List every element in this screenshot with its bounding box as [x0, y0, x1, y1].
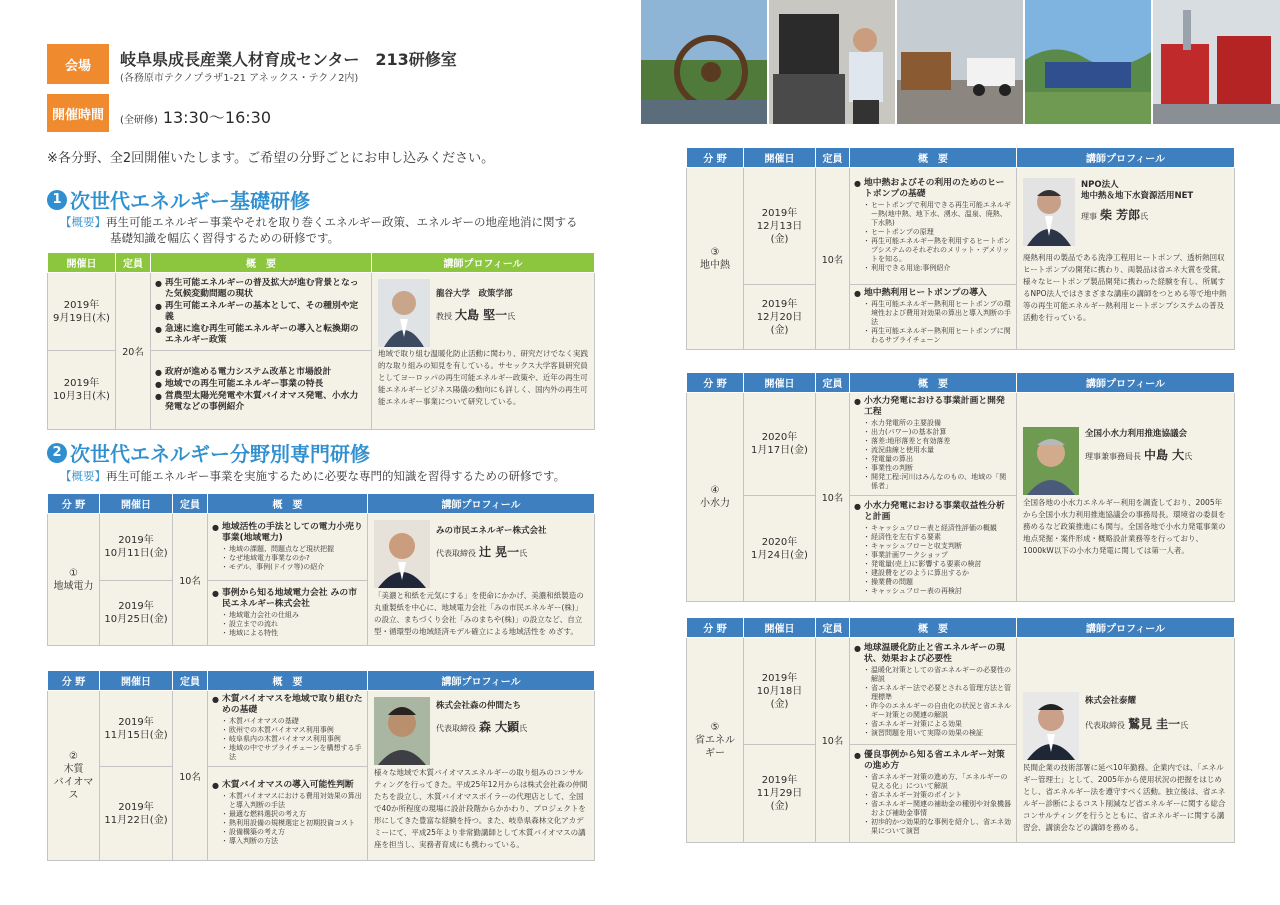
outline-subitem: ・ 流況曲線と使用水量: [864, 446, 1012, 455]
honorific: 氏: [1140, 212, 1149, 221]
session-date: 2019年 10月11日(金): [100, 514, 173, 581]
outline-item: ● 再生可能エネルギーの普及拡大が進む背景となった気候変動問題の現状: [155, 278, 367, 300]
session-date: 2019年 12月20日(金): [744, 285, 816, 350]
col-date: 開催日: [100, 671, 173, 691]
outline-block: [850, 285, 1017, 350]
outline-subitem: ・ 開発工程:河川はみんなのもの、地域の「関係者」: [864, 473, 1012, 491]
outline-subitem: ・ 再生可能エネルギー熱利用ヒートポンプに関わるサプライチェーン: [864, 327, 1012, 345]
outline-subitem: ・ 経済性を左右する要素: [864, 533, 1012, 542]
capacity: 20名: [116, 273, 151, 430]
photo-heat-pump: [1153, 0, 1280, 124]
outline-block: [850, 638, 1017, 745]
capacity: 10名: [816, 168, 850, 350]
outline-subitem: ・ 温暖化対策としての省エネルギーの必要性の解説: [864, 666, 1012, 684]
outline-item: ● 再生可能エネルギーの基本として、その種別や定義: [155, 301, 367, 323]
honorific: 氏: [507, 312, 516, 321]
outline-item: ● 優良事例から知る省エネルギー対策の進め方: [854, 750, 1012, 772]
instructor-profile: [372, 273, 595, 430]
outline-subitem: ・ キャッシュフロー表と経済性評価の概観: [864, 524, 1012, 533]
col-capacity: 定員: [173, 671, 208, 691]
session-date: 2019年 10月25日(金): [100, 581, 173, 646]
instructor-role: 代表取締役: [1085, 721, 1125, 730]
instructor-photo: [1023, 427, 1079, 495]
section2-heading: 次世代エネルギー分野別専門研修: [70, 442, 370, 466]
field-cell: ③ 地中熱: [687, 168, 744, 350]
col-summary: 概 要: [850, 373, 1017, 393]
session-date: 2019年 11月29日(金): [744, 745, 816, 843]
section1-number: 1: [47, 190, 67, 210]
outline-item: ● 営農型太陽光発電や木質バイオマス発電、小水力発電などの事例紹介: [155, 391, 367, 413]
instructor-bio: 「美濃と和紙を元気にする」を使命にかかげ、美濃和紙製造の丸重製紙を中心に、地域電力会社「みの市民エネルギー(株)」の設立、まちづくり会社「みのまちや(株)」の設立など、自立型・循環型の地域経済モデル確立による地域活性を めざす。: [374, 591, 584, 636]
outline-block: [850, 393, 1017, 496]
instructor-name: 柴 芳郎: [1100, 208, 1141, 222]
col-field: 分 野: [48, 671, 100, 691]
outline-subitem: ・ 利用できる用途:事例紹介: [864, 264, 1012, 273]
col-summary: 概 要: [208, 671, 368, 691]
col-field: 分 野: [687, 618, 744, 638]
section2-number: 2: [47, 443, 67, 463]
field-cell: ② 木質 バイオマス: [48, 691, 100, 861]
instructor-profile: [368, 691, 595, 861]
col-summary: 概 要: [850, 618, 1017, 638]
instructor-bio: 様々な地域で木質バイオマスエネルギーの取り組みのコンサルティングを行ってきた。平成25年12月からは株式会社森の仲間たちを設立し、木質バイオマスボイラーの代理店として、全国で40か所程度の現場に設計段階からかかわり、プロジェクトを形にしてきた豊富な経験を持つ。また、岐阜県森林文化アカデミーにて、平成25年より非常勤講師として木質バイオマスの講座を担当し、実務者育成にも携わっている。: [374, 768, 588, 849]
session-date: 2019年 11月22日(金): [100, 767, 173, 861]
outline-item: ● 地域活性の手法としての電力小売り事業(地域電力): [212, 522, 363, 544]
session-date: 2019年 12月13日(金): [744, 168, 816, 285]
session-date: 2019年 10月18日(金): [744, 638, 816, 745]
outline-subitem: ・ 操業費の問題: [864, 578, 1012, 587]
col-profile: 講師プロフィール: [1017, 618, 1235, 638]
overview-key: 【概要】: [60, 469, 106, 483]
outline-block: [208, 514, 368, 581]
outline-subitem: ・ 地域による特性: [222, 629, 363, 638]
geothermal-table: [686, 147, 1235, 350]
photo-firewood-truck: [897, 0, 1023, 124]
outline-subitem: ・ 熱利用設備の規模選定と初期投資コスト: [222, 819, 363, 828]
outline-subitem: ・ ヒートポンプで利用できる再生可能エネルギー熱(地中熱、地下水、湧水、温泉、廃熱、下水熱): [864, 201, 1012, 228]
outline-subitem: ・ 省エネルギー法で必要とされる管理方法と管理標準: [864, 684, 1012, 702]
instructor-name: 大島 堅一: [455, 308, 508, 322]
outline-subitem: ・ 出力(パワー)の基本計算: [864, 428, 1012, 437]
outline-item: ● 急速に進む再生可能エネルギーの導入と転換期のエネルギー政策: [155, 324, 367, 346]
outline-subitem: ・ 事業計画ワークショップ: [864, 551, 1012, 560]
instructor-role: 代表取締役: [436, 549, 476, 558]
col-profile: 講師プロフィール: [372, 253, 595, 273]
time-value: 13:30～16:30: [162, 108, 272, 127]
outline-block: [208, 691, 368, 767]
instructor-org: 株式会社森の仲間たち: [436, 701, 522, 711]
instructor-photo: [378, 279, 430, 347]
session-date: 2019年 9月19日(木): [48, 273, 116, 351]
section1-heading: 次世代エネルギー基礎研修: [70, 189, 310, 213]
instructor-name: 辻 晃一: [479, 545, 520, 559]
instructor-profile: [1017, 638, 1235, 843]
time-prefix: (全研修): [120, 115, 158, 126]
section1-title: [47, 185, 310, 214]
instructor-org: みの市民エネルギー株式会社: [436, 526, 547, 536]
outline-subitem: ・ モデル、事例(ドイツ等)の紹介: [222, 563, 363, 572]
overview-key: 【概要】: [60, 215, 106, 229]
outline-item: ● 地中熱利用ヒートポンプの導入: [854, 288, 1012, 299]
section1-overview: [60, 214, 580, 246]
venue-name: 岐阜県成長産業人材育成センター 213研修室: [120, 50, 457, 69]
outline-subitem: ・ 発電量の算出: [864, 455, 1012, 464]
overview-text: 再生可能エネルギー事業やそれを取り巻くエネルギー政策、エネルギーの地産地消に関する: [106, 215, 578, 229]
honorific: 氏: [1184, 452, 1193, 461]
outline-subitem: ・ 落差:地形落差と有効落差: [864, 437, 1012, 446]
col-profile: 講師プロフィール: [368, 671, 595, 691]
instructor-profile: [368, 514, 595, 646]
col-field: 分 野: [48, 494, 100, 514]
outline-item: ● 事例から知る地域電力会社 みの市民エネルギー株式会社: [212, 588, 363, 610]
honorific: 氏: [519, 549, 528, 558]
outline-subitem: ・ 最適な燃料選択の考え方: [222, 810, 363, 819]
outline-subitem: ・ 導入判断の方法: [222, 837, 363, 846]
instructor-photo: [1023, 692, 1079, 760]
instructor-photo: [374, 520, 430, 588]
outline-subitem: ・ 事業性の判断: [864, 464, 1012, 473]
col-capacity: 定員: [816, 618, 850, 638]
outline-subitem: ・ 発電量(売上)に影響する要素の検討: [864, 560, 1012, 569]
col-summary: 概 要: [208, 494, 368, 514]
instructor-bio: 全国各地の小水力エネルギー利用を調査しており、2005年から全国小水力利用推進協議会の事務局長。環境省の委員を務めるなど政策推進にも関与。全国各地で小水力発電事業の地点発掘・案件形成・概略設計業務等を行っており、1000kW以下の小水力発電に関しては第一人者。: [1023, 498, 1226, 555]
outline-subitem: ・ 水力発電所の主要設備: [864, 419, 1012, 428]
session-date: 2020年 1月24日(金): [744, 496, 816, 602]
basic-course-table: [47, 252, 595, 430]
col-capacity: 定員: [173, 494, 208, 514]
outline-subitem: ・ 木質バイオマスの基礎: [222, 717, 363, 726]
outline-subitem: ・ 木質バイオマスにおける費用対効果の算出と導入判断の手法: [222, 792, 363, 810]
col-profile: 講師プロフィール: [368, 494, 595, 514]
outline-subitem: ・ 初歩的かつ効果的な事例を紹介し、省エネ効果について演習: [864, 818, 1012, 836]
photo-wood-boiler: [769, 0, 895, 124]
instructor-org: 株式会社泰耀: [1085, 696, 1137, 706]
honorific: 氏: [519, 724, 528, 733]
overview-text: 再生可能エネルギー事業を実施するために必要な専門的知識を習得するための研修です。: [106, 469, 566, 483]
outline-subitem: ・ ヒートポンプの原理: [864, 228, 1012, 237]
field-cell: ① 地域電力: [48, 514, 100, 646]
outline-block: [850, 745, 1017, 843]
photo-solar-field: [1025, 0, 1151, 124]
instructor-role: 理事: [1081, 212, 1097, 221]
outline-subitem: ・ 省エネルギー関連の補助金の種別や対象機器および補助金事情: [864, 800, 1012, 818]
outline-subitem: ・ 再生可能エネルギー熱を利用するヒートポンプシステムのそれぞれのメリット・デメリットを知る。: [864, 237, 1012, 264]
venue-label: 会場: [47, 44, 109, 84]
col-summary: 概 要: [850, 148, 1017, 168]
instructor-org: 地中熱＆地下水資源活用NET: [1081, 191, 1194, 201]
col-date: 開催日: [48, 253, 116, 273]
outline-block: [208, 767, 368, 861]
session-date: 2019年 10月3日(木): [48, 351, 116, 430]
col-capacity: 定員: [116, 253, 151, 273]
outline-subitem: ・ 岐阜県内の木質バイオマス利用事例: [222, 735, 363, 744]
instructor-role: 代表取締役: [436, 724, 476, 733]
honorific: 氏: [1180, 721, 1189, 730]
outline-subitem: ・ 地域の中でサプライチェーンを構想する手法: [222, 744, 363, 762]
instructor-org: 龍谷大学 政策学部: [436, 289, 513, 299]
outline-item: ● 小水力発電における事業計画と開発工程: [854, 396, 1012, 418]
instructor-name: 中島 大: [1144, 448, 1185, 462]
col-field: 分 野: [687, 373, 744, 393]
outline-subitem: ・ 設立までの流れ: [222, 620, 363, 629]
outline-block: [850, 168, 1017, 285]
col-date: 開催日: [744, 373, 816, 393]
outline-subitem: ・ キャッシュフローと収支判断: [864, 542, 1012, 551]
outline-subitem: ・ 昨今のエネルギーの自由化の状況と省エネルギー対策との関連の解説: [864, 702, 1012, 720]
regional-power-table: [47, 493, 595, 646]
col-capacity: 定員: [816, 148, 850, 168]
session-date: 2020年 1月17日(金): [744, 393, 816, 496]
col-date: 開催日: [100, 494, 173, 514]
section2-title: [47, 438, 370, 467]
instructor-name: 森 大顕: [479, 720, 520, 734]
col-profile: 講師プロフィール: [1017, 373, 1235, 393]
instructor-profile: [1017, 393, 1235, 602]
outline-subitem: ・ 省エネルギー対策のポイント: [864, 791, 1012, 800]
capacity: 10名: [173, 514, 208, 646]
col-field: 分 野: [687, 148, 744, 168]
outline-item: ● 地球温暖化防止と省エネルギーの現状、効果および必要性: [854, 643, 1012, 665]
field-cell: ⑤ 省エネルギー: [687, 638, 744, 843]
outline-item: ● 木質バイオマスの導入可能性判断: [212, 780, 363, 791]
col-capacity: 定員: [816, 373, 850, 393]
outline-item: ● 小水力発電における事業収益性分析と計画: [854, 501, 1012, 523]
instructor-role: 理事兼事務局長: [1085, 452, 1141, 461]
session-date: 2019年 11月15日(金): [100, 691, 173, 767]
outline-subitem: ・ なぜ地域電力事業なのか?: [222, 554, 363, 563]
time-label: 開催時間: [47, 94, 109, 132]
instructor-profile: [1017, 168, 1235, 350]
col-date: 開催日: [744, 618, 816, 638]
outline-subitem: ・ 地域電力会社の仕組み: [222, 611, 363, 620]
outline-block: [151, 273, 372, 351]
instructor-photo: [1023, 178, 1075, 246]
section2-overview: [60, 468, 590, 484]
outline-subitem: ・ 演習問題を用いて実際の効果の検証: [864, 729, 1012, 738]
outline-subitem: ・ 省エネルギー対策による効果: [864, 720, 1012, 729]
outline-subitem: ・ キャッシュフロー表の再検討: [864, 587, 1012, 596]
col-profile: 講師プロフィール: [1017, 148, 1235, 168]
instructor-bio: 地域で取り組む温暖化防止活動に関わり、研究だけでなく実践的な取り組みの知見を有している。サセックス大学客員研究員としてヨーロッパの再生可能エネルギー政策や、近年の再生可能エネルギービジネス陽儀の動向にも詳しく、国内外の再生可能エネルギー事業について研究している。: [378, 349, 588, 406]
instructor-bio: 民間企業の技術部署に延べ10年勤務。企業内では、「エネルギー管理士」として、2005年から使用状況の把握をはじめとし、省エネルギー法を遵守すべく活動。独立後は、省エネルギー診断によるコスト削減など省エネルギーに関する総合コンサルティングを行うとともに、省エネルギーに関する講習会、講演会などの講師を務める。: [1023, 763, 1226, 832]
application-note: ※各分野、全2回開催いたします。ご希望の分野ごとにお申し込みください。: [47, 151, 495, 166]
col-summary: 概 要: [151, 253, 372, 273]
outline-subitem: ・ 建設費をどのように算出するか: [864, 569, 1012, 578]
instructor-org: 全国小水力利用推進協議会: [1085, 429, 1188, 439]
outline-subitem: ・ 省エネルギー対策の進め方、「エネルギーの見える化」について解説: [864, 773, 1012, 791]
outline-item: ● 政府が進める電力システム改革と市場設計: [155, 367, 367, 378]
capacity: 10名: [173, 691, 208, 861]
outline-subitem: ・ 設備構築の考え方: [222, 828, 363, 837]
time-row: [120, 105, 271, 128]
energy-saving-table: [686, 617, 1235, 843]
capacity: 10名: [816, 393, 850, 602]
biomass-table: [47, 670, 595, 861]
instructor-org: NPO法人: [1081, 180, 1119, 190]
field-cell: ④ 小水力: [687, 393, 744, 602]
instructor-name: 鷲見 圭一: [1128, 717, 1181, 731]
outline-item: ● 地域での再生可能エネルギー事業の特長: [155, 379, 367, 390]
outline-block: [208, 581, 368, 646]
outline-subitem: ・ 欧州での木質バイオマス利用事例: [222, 726, 363, 735]
instructor-photo: [374, 697, 430, 765]
small-hydro-table: [686, 372, 1235, 602]
instructor-bio: 廃熱利用の製品である洗浄工程用ヒートポンプ、透析熱回収ヒートポンプの開発に携わり、両製品は省エネ大賞を受賞。様々なヒートポンプ製品開発に携わった経験を有し、所属するNPO法人ではさまざまな講座の講師をつとめる等で地中熱等の再生可能エネルギー熱利用ヒートポンプシステムの普及活動を行っている。: [1023, 253, 1227, 322]
outline-subitem: ・ 再生可能エネルギー熱利用ヒートポンプの環境性および費用対効果の算出と導入判断の手法: [864, 300, 1012, 327]
photo-water-wheel: [641, 0, 767, 124]
overview-text: 基礎知識を幅広く習得するための研修です。: [110, 231, 340, 245]
outline-item: ● 地中熱およびその利用のためのヒートポンプの基礎: [854, 178, 1012, 200]
capacity: 10名: [816, 638, 850, 843]
outline-block: [850, 496, 1017, 602]
outline-subitem: ・ 地域の課題、問題点など現状把握: [222, 545, 363, 554]
outline-item: ● 木質バイオマスを地域で取り組むための基礎: [212, 694, 363, 716]
instructor-role: 教授: [436, 312, 452, 321]
outline-block: [151, 351, 372, 430]
col-date: 開催日: [744, 148, 816, 168]
venue-address: (各務原市テクノプラザ1-21 アネックス・テクノ2内): [120, 73, 359, 84]
